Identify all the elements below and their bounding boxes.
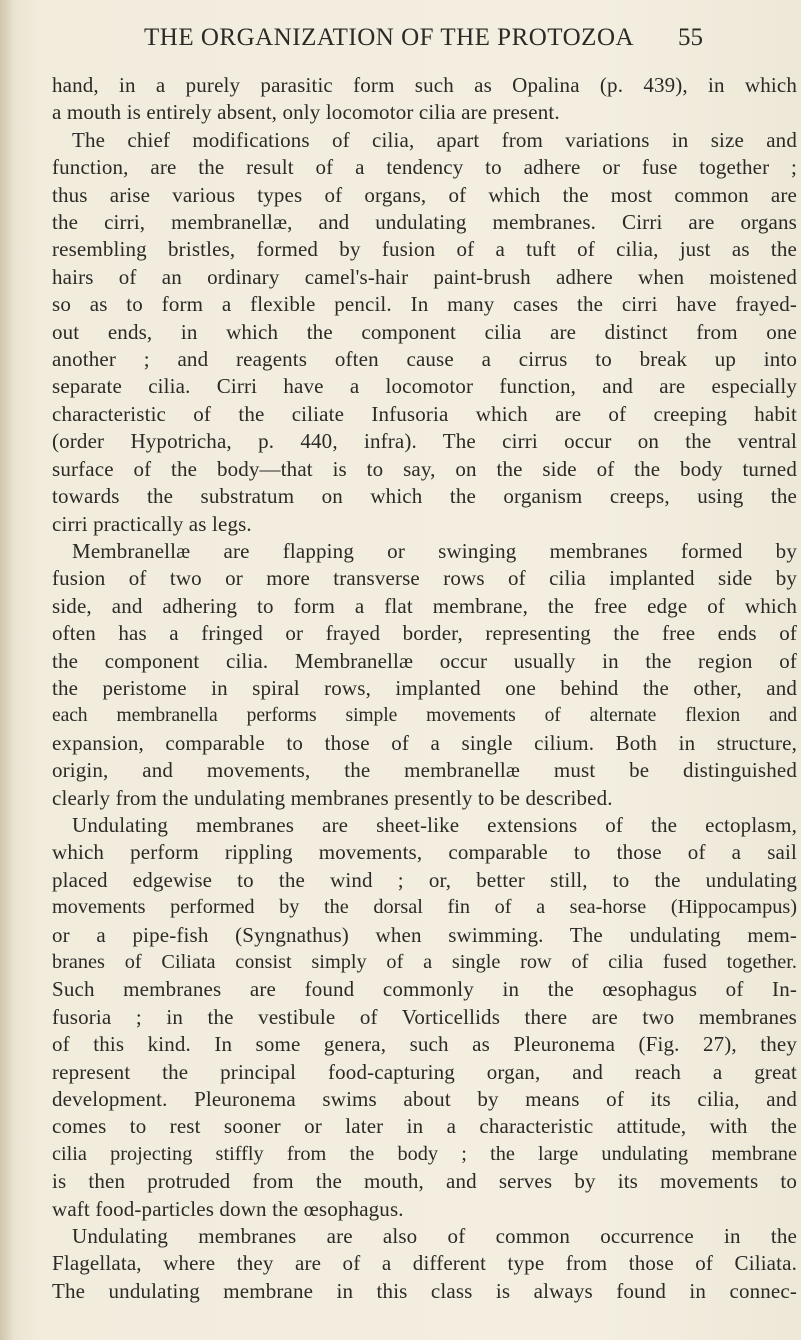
- text-line: resembling bristles, formed by fusion of a tuft of cilia, just as the: [52, 237, 797, 262]
- text-line: or a pipe-fish (Syngnathus) when swimming. The undulating mem-: [52, 922, 797, 947]
- text-line: out ends, in which the component cilia are distinct from one: [52, 319, 797, 344]
- page-number: 55: [678, 24, 703, 51]
- text-line: is then protruded from the mouth, and serves by its movements to: [52, 1169, 797, 1194]
- text-line: surface of the body—that is to say, on the side of the body turned: [52, 456, 797, 481]
- paragraph-undulating-membranes: [52, 812, 797, 1223]
- text-line: Undulating membranes are sheet-like extensions of the ectoplasm,: [72, 812, 797, 837]
- text-line: so as to form a flexible pencil. In many cases the cirri have frayed-: [52, 292, 797, 317]
- text-line: Undulating membranes are also of common occurrence in the: [72, 1224, 797, 1249]
- text-line: Membranellæ are flapping or swinging membranes formed by: [72, 538, 797, 563]
- text-line: another ; and reagents often cause a cirrus to break up into: [52, 347, 797, 372]
- text-line: expansion, comparable to those of a single cilium. Both in structure,: [52, 730, 797, 755]
- text-line: Flagellata, where they are of a different type from those of Ciliata.: [52, 1251, 797, 1276]
- paragraph-membranellae: [52, 538, 797, 812]
- text-line: The chief modifications of cilia, apart from variations in size and: [72, 127, 797, 152]
- text-line: (order Hypotricha, p. 440, infra). The cirri occur on the ventral: [52, 429, 797, 454]
- text-line: comes to rest sooner or later in a characteristic attitude, with the: [52, 1114, 797, 1139]
- text-line: branes of Ciliata consist simply of a single row of cilia fused together.: [52, 951, 797, 973]
- text-line: the peristome in spiral rows, implanted one behind the other, and: [52, 675, 797, 700]
- text-line: clearly from the undulating membranes presently to be described.: [52, 785, 613, 810]
- text-line: each membranella performs simple movements of alternate flexion and: [52, 705, 797, 727]
- page-gutter-shadow: [0, 0, 14, 1340]
- paragraph-opalina: [52, 72, 797, 127]
- text-line: cilia projecting stiffly from the body ; the large undulating membrane: [52, 1142, 797, 1165]
- text-line: of this kind. In some genera, such as Pleuronema (Fig. 27), they: [52, 1032, 797, 1057]
- running-title: THE ORGANIZATION OF THE PROTOZOA: [144, 24, 635, 51]
- text-line: the cirri, membranellæ, and undulating membranes. Cirri are organs: [52, 210, 797, 235]
- text-line: characteristic of the ciliate Infusoria which are of creeping habit: [52, 401, 797, 426]
- text-line: separate cilia. Cirri have a locomotor function, and are especially: [52, 374, 797, 399]
- text-line: side, and adhering to form a flat membrane, the free edge of which: [52, 593, 797, 618]
- text-line: a mouth is entirely absent, only locomotor cilia are present.: [52, 100, 560, 125]
- text-line: Such membranes are found commonly in the œsophagus of In-: [52, 977, 797, 1002]
- text-line: hand, in a purely parasitic form such as Opalina (p. 439), in which: [52, 73, 797, 97]
- text-line: movements performed by the dorsal fin of a sea-horse (Hippocampus): [52, 896, 797, 919]
- text-line: which perform rippling movements, comparable to those of a sail: [52, 840, 797, 865]
- text-line: fusoria ; in the vestibule of Vorticellids there are two membranes: [52, 1004, 797, 1029]
- page-header: [108, 24, 798, 64]
- text-line: placed edgewise to the wind ; or, better still, to the undulating: [52, 867, 797, 892]
- text-line: The undulating membrane in this class is always found in connec-: [52, 1278, 797, 1303]
- text-line: origin, and movements, the membranellæ must be distinguished: [52, 758, 797, 783]
- text-line: fusion of two or more transverse rows of cilia implanted side by: [52, 566, 797, 591]
- text-line: development. Pleuronema swims about by means of its cilia, and: [52, 1087, 797, 1112]
- text-line: thus arise various types of organs, of which the most common are: [52, 182, 797, 207]
- text-line: waft food-particles down the œsophagus.: [52, 1196, 404, 1221]
- text-line: function, are the result of a tendency to adhere or fuse together ;: [52, 155, 797, 180]
- paragraph-flagellata: [52, 1223, 797, 1305]
- text-line: hairs of an ordinary camel's-hair paint-brush adhere when moistened: [52, 264, 797, 289]
- text-line: often has a fringed or frayed border, representing the free ends of: [52, 621, 797, 646]
- body-text: [52, 72, 797, 1305]
- text-line: represent the principal food-capturing organ, and reach a great: [52, 1059, 797, 1084]
- text-line: the component cilia. Membranellæ occur usually in the region of: [52, 648, 797, 673]
- text-line: towards the substratum on which the organism creeps, using the: [52, 484, 797, 509]
- paragraph-cirri: [52, 127, 797, 538]
- text-line: cirri practically as legs.: [52, 511, 252, 536]
